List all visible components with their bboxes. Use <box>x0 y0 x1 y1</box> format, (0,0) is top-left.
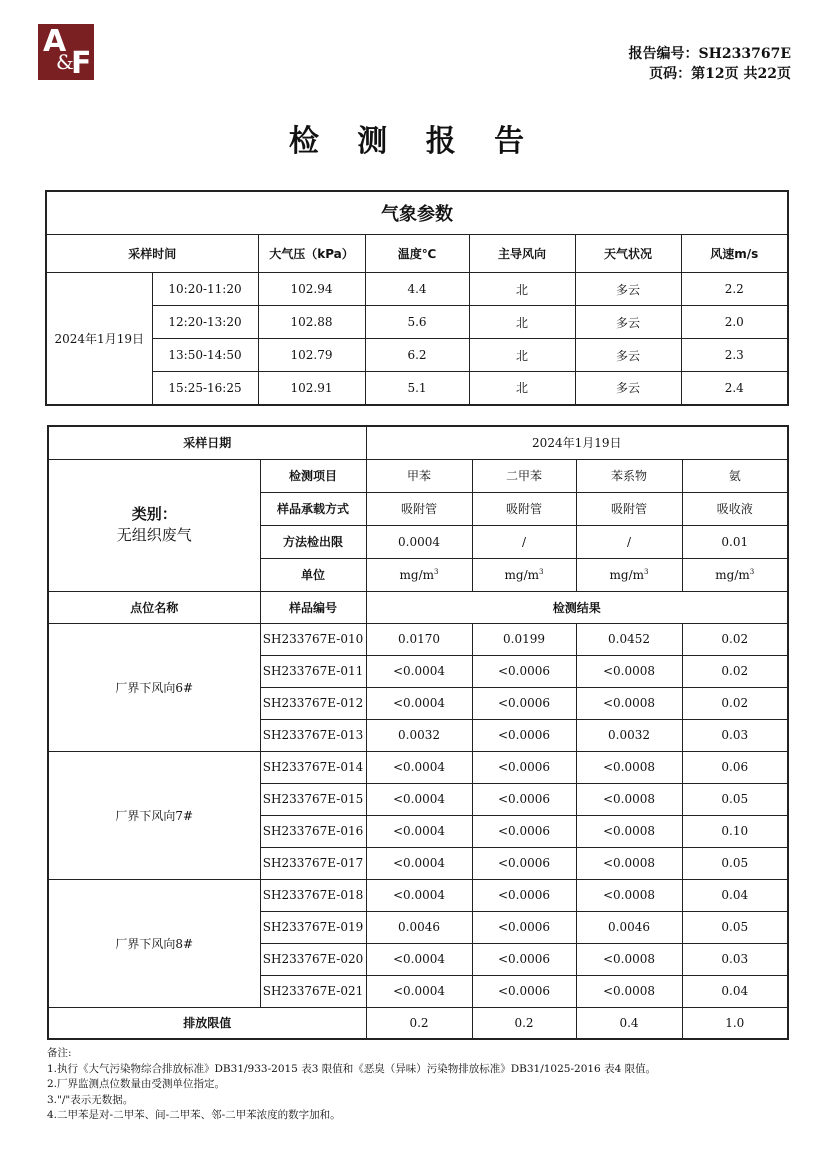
sampling-date-value: 2024年1月19日 <box>366 426 788 459</box>
carrier-value: 吸附管 <box>472 492 576 525</box>
weather-pressure: 102.91 <box>258 372 365 405</box>
limit-value: 0.01 <box>682 525 788 558</box>
unit-value <box>682 558 788 591</box>
result-value: <0.0006 <box>472 975 576 1007</box>
weather-wind-speed: 2.3 <box>681 339 788 372</box>
logo-letter-f: F <box>71 46 92 80</box>
limit-value: / <box>472 525 576 558</box>
unit-base: mg/m <box>715 567 750 582</box>
sample-id: SH233767E-013 <box>260 719 366 751</box>
result-value: <0.0006 <box>472 911 576 943</box>
report-meta <box>629 44 791 84</box>
result-value: 0.0032 <box>576 719 682 751</box>
table-row <box>48 751 788 783</box>
sample-id: SH233767E-021 <box>260 975 366 1007</box>
result-value: <0.0004 <box>366 847 472 879</box>
result-value: <0.0004 <box>366 943 472 975</box>
result-value: <0.0008 <box>576 783 682 815</box>
document-title: 检 测 报 告 <box>288 124 539 159</box>
result-value: 0.02 <box>682 623 788 655</box>
category-value: 无组织废气 <box>116 526 192 544</box>
weather-row <box>46 273 788 306</box>
result-value: <0.0006 <box>472 879 576 911</box>
result-value: 0.04 <box>682 975 788 1007</box>
emission-label: 排放限值 <box>48 1007 366 1039</box>
weather-col-wind-dir: 主导风向 <box>469 235 575 273</box>
carrier-value: 吸附管 <box>576 492 682 525</box>
unit-label: 单位 <box>260 558 366 591</box>
unit-sup: 3 <box>749 567 755 576</box>
weather-row <box>46 372 788 405</box>
page-info: 页码：第12页 共22页 <box>649 66 791 82</box>
report-number: 报告编号：SH233767E <box>628 46 791 62</box>
weather-pressure: 102.88 <box>258 306 365 339</box>
weather-time: 10:20-11:20 <box>152 273 258 306</box>
emission-limit: 0.2 <box>472 1007 576 1039</box>
weather-date: 2024年1月19日 <box>46 273 152 405</box>
result-value: 0.05 <box>682 847 788 879</box>
weather-time: 15:25-16:25 <box>152 372 258 405</box>
company-logo <box>38 24 94 80</box>
result-value: <0.0006 <box>472 751 576 783</box>
item-name: 苯系物 <box>576 459 682 492</box>
result-value: 0.0046 <box>576 911 682 943</box>
result-value: <0.0006 <box>472 943 576 975</box>
table-row <box>48 623 788 655</box>
category-cell <box>48 459 260 591</box>
result-value: 0.0452 <box>576 623 682 655</box>
result-value: 0.0046 <box>366 911 472 943</box>
weather-col-pressure: 大气压（kPa） <box>258 235 365 273</box>
notes-heading: 备注: <box>47 1047 72 1059</box>
limit-value: 0.0004 <box>366 525 472 558</box>
weather-pressure: 102.79 <box>258 339 365 372</box>
result-value: <0.0008 <box>576 943 682 975</box>
result-value: <0.0008 <box>576 879 682 911</box>
carrier-label: 样品承载方式 <box>260 492 366 525</box>
result-value: <0.0004 <box>366 879 472 911</box>
results-table <box>47 425 789 1040</box>
emission-limit: 0.4 <box>576 1007 682 1039</box>
note-item: 3."/"表示无数据。 <box>47 1093 134 1106</box>
result-value: 0.04 <box>682 879 788 911</box>
weather-col-wind-speed: 风速m/s <box>681 235 788 273</box>
result-value: 0.05 <box>682 783 788 815</box>
result-value: 0.0032 <box>366 719 472 751</box>
result-value: <0.0008 <box>576 655 682 687</box>
point-name: 厂界下风向6# <box>48 623 260 751</box>
unit-sup: 3 <box>644 567 649 576</box>
item-name: 氨 <box>682 459 788 492</box>
weather-wind-dir: 北 <box>469 372 575 405</box>
weather-wind-dir: 北 <box>469 339 575 372</box>
weather-temp: 5.6 <box>365 306 469 339</box>
weather-condition: 多云 <box>575 273 681 306</box>
weather-col-time: 采样时间 <box>46 235 258 273</box>
weather-condition: 多云 <box>575 372 681 405</box>
weather-row <box>46 339 788 372</box>
table-row <box>48 879 788 911</box>
result-value: 0.06 <box>682 751 788 783</box>
weather-condition: 多云 <box>575 339 681 372</box>
weather-col-weather: 天气状况 <box>575 235 681 273</box>
result-value: <0.0008 <box>576 815 682 847</box>
unit-sup: 3 <box>434 567 439 576</box>
result-value: <0.0006 <box>472 719 576 751</box>
unit-sup: 3 <box>539 567 544 576</box>
weather-heading: 气象参数 <box>46 191 788 235</box>
sample-id: SH233767E-017 <box>260 847 366 879</box>
unit-base: mg/m <box>609 567 645 582</box>
result-value: 0.03 <box>682 943 788 975</box>
result-value: 0.02 <box>682 655 788 687</box>
result-value: <0.0008 <box>576 975 682 1007</box>
carrier-value: 吸附管 <box>366 492 472 525</box>
weather-temp: 4.4 <box>365 273 469 306</box>
emission-limit: 1.0 <box>682 1007 788 1039</box>
logo-letter-a: A <box>43 24 67 59</box>
limit-value: / <box>576 525 682 558</box>
sample-id: SH233767E-014 <box>260 751 366 783</box>
sample-label: 样品编号 <box>260 591 366 623</box>
result-value: <0.0006 <box>472 847 576 879</box>
unit-base: mg/m <box>504 567 540 582</box>
limit-label: 方法检出限 <box>260 525 366 558</box>
weather-wind-speed: 2.2 <box>681 273 788 306</box>
result-value: <0.0006 <box>472 655 576 687</box>
weather-pressure: 102.94 <box>258 273 365 306</box>
weather-wind-dir: 北 <box>469 273 575 306</box>
sample-id: SH233767E-011 <box>260 655 366 687</box>
sample-id: SH233767E-020 <box>260 943 366 975</box>
weather-wind-dir: 北 <box>469 306 575 339</box>
result-value: <0.0004 <box>366 655 472 687</box>
weather-col-temp: 温度℃ <box>365 235 469 273</box>
weather-temp: 6.2 <box>365 339 469 372</box>
notes <box>47 1046 656 1124</box>
item-name: 甲苯 <box>366 459 472 492</box>
result-value: <0.0004 <box>366 815 472 847</box>
category-label: 类别： <box>131 505 177 523</box>
weather-wind-speed: 2.4 <box>681 372 788 405</box>
sample-id: SH233767E-019 <box>260 911 366 943</box>
unit-value <box>366 558 472 591</box>
weather-temp: 5.1 <box>365 372 469 405</box>
point-name: 厂界下风向8# <box>48 879 260 1007</box>
result-value: 0.03 <box>682 719 788 751</box>
weather-time: 12:20-13:20 <box>152 306 258 339</box>
result-value: 0.0170 <box>366 623 472 655</box>
result-label: 检测结果 <box>366 591 788 623</box>
sample-id: SH233767E-015 <box>260 783 366 815</box>
unit-value <box>472 558 576 591</box>
result-value: <0.0004 <box>366 687 472 719</box>
result-value: 0.0199 <box>472 623 576 655</box>
weather-table <box>45 190 789 406</box>
result-value: 0.05 <box>682 911 788 943</box>
result-value: <0.0004 <box>366 751 472 783</box>
emission-limit: 0.2 <box>366 1007 472 1039</box>
item-label: 检测项目 <box>260 459 366 492</box>
unit-value <box>576 558 682 591</box>
sample-id: SH233767E-016 <box>260 815 366 847</box>
sample-id: SH233767E-010 <box>260 623 366 655</box>
carrier-value: 吸收液 <box>682 492 788 525</box>
result-value: <0.0006 <box>472 687 576 719</box>
result-value: <0.0008 <box>576 751 682 783</box>
result-value: 0.02 <box>682 687 788 719</box>
item-name: 二甲苯 <box>472 459 576 492</box>
result-value: <0.0006 <box>472 815 576 847</box>
logo-ampersand: & <box>56 50 74 74</box>
sampling-date-label: 采样日期 <box>48 426 366 459</box>
result-value: <0.0004 <box>366 783 472 815</box>
sample-id: SH233767E-012 <box>260 687 366 719</box>
note-item: 2.厂界监测点位数量由受测单位指定。 <box>47 1078 226 1090</box>
point-label: 点位名称 <box>48 591 260 623</box>
note-item: 1.执行《大气污染物综合排放标准》DB31/933-2015 表3 限值和《恶臭（异味）污染物排放标准》DB31/1025-2016 表4 限值。 <box>47 1062 657 1075</box>
weather-wind-speed: 2.0 <box>681 306 788 339</box>
point-name: 厂界下风向7# <box>48 751 260 879</box>
result-value: <0.0006 <box>472 783 576 815</box>
result-value: <0.0004 <box>366 975 472 1007</box>
weather-time: 13:50-14:50 <box>152 339 258 372</box>
weather-condition: 多云 <box>575 306 681 339</box>
result-value: <0.0008 <box>576 687 682 719</box>
sample-id: SH233767E-018 <box>260 879 366 911</box>
unit-base: mg/m <box>399 567 435 582</box>
weather-row <box>46 306 788 339</box>
result-value: <0.0008 <box>576 847 682 879</box>
note-item: 4.二甲苯是对-二甲苯、间-二甲苯、邻-二甲苯浓度的数字加和。 <box>47 1109 341 1121</box>
result-value: 0.10 <box>682 815 788 847</box>
